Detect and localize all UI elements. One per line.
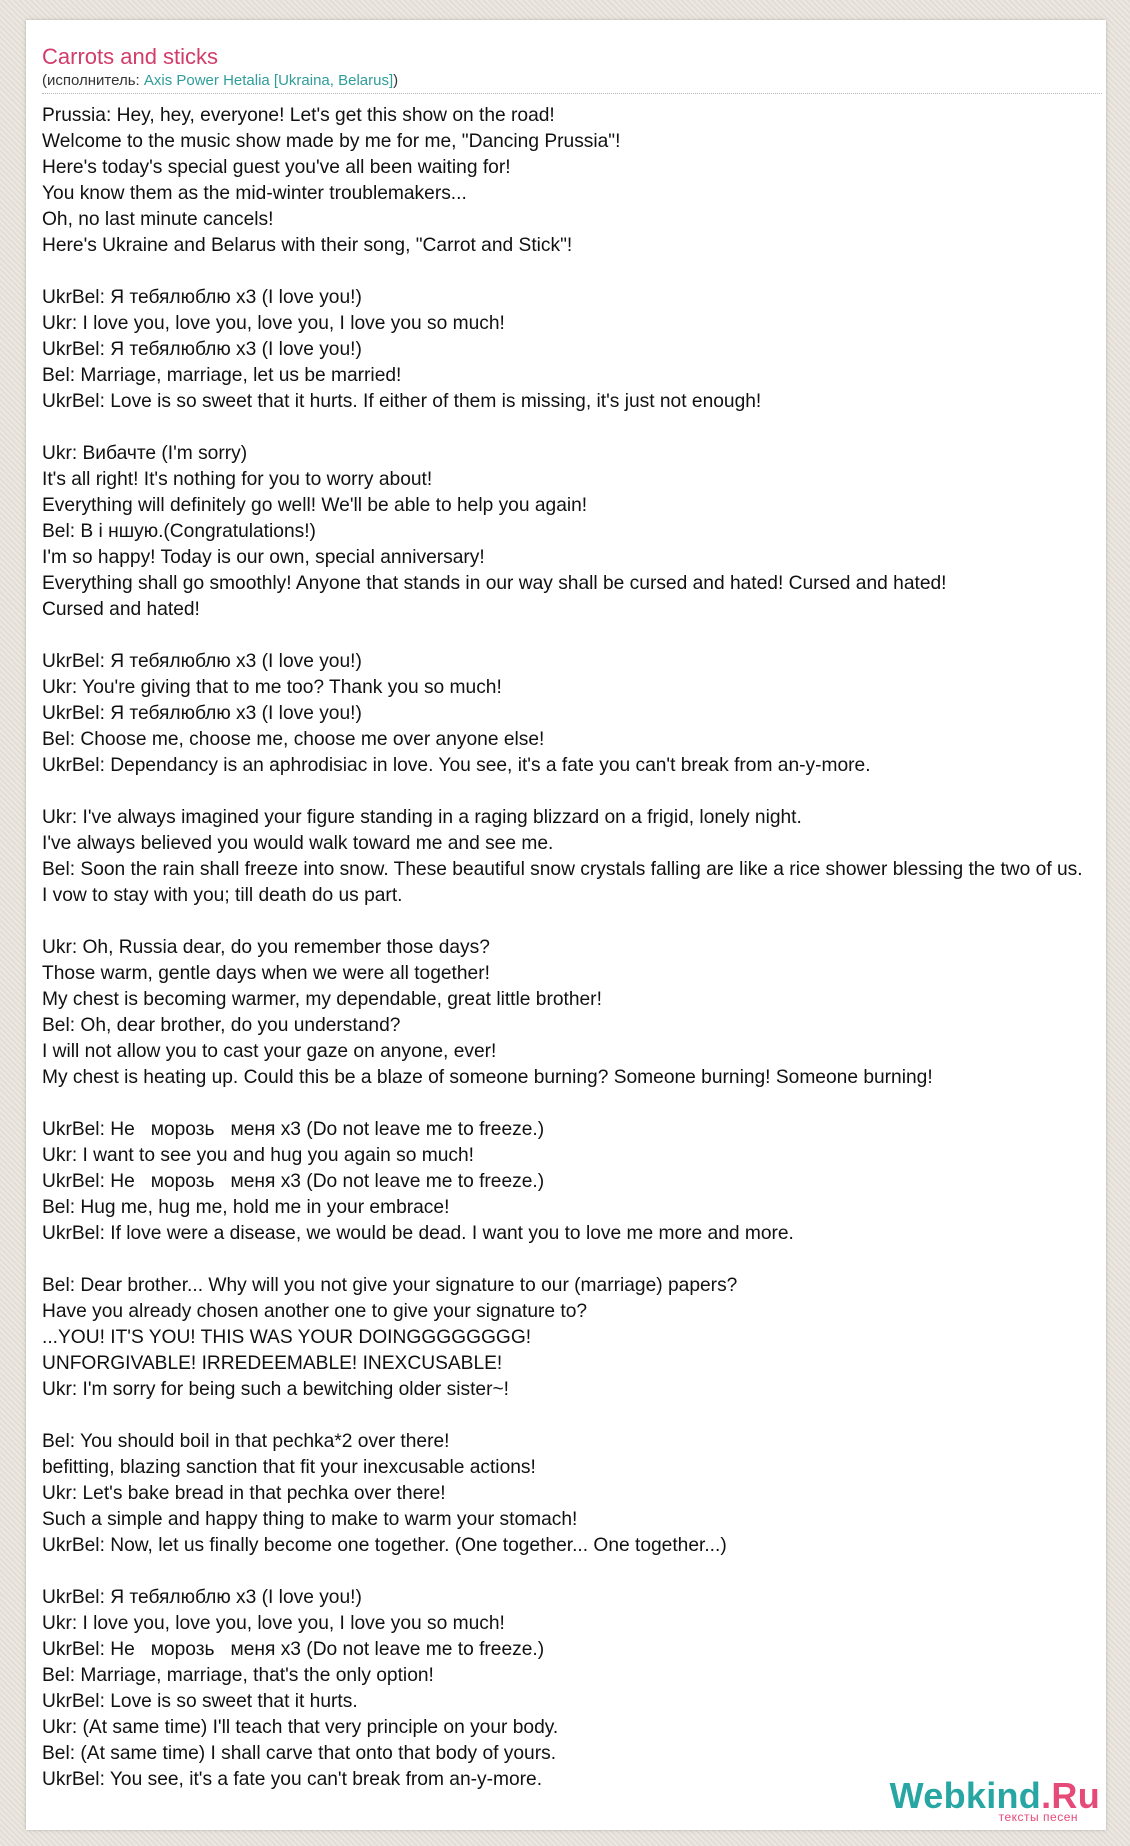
logo-name: Webkind <box>889 1775 1042 1816</box>
logo-tagline: тексты песен <box>998 1810 1078 1824</box>
artist-suffix: ) <box>393 72 399 89</box>
site-logo[interactable] <box>889 1775 1100 1824</box>
lyrics-text: Prussia: Hey, hey, everyone! Let's get this show on the road! Welcome to the music show made by me for me, "Dancing Prussia"! Here's today's special guest you've all been waiting for! You know them as the mid-winter troublemakers... Oh, no last minute cancels! Here's Ukraine and Belarus with their song, "Carrot and Stick"! UkrBel: Я тебялюблю x3 (I love you!) Ukr: I love you, love you, love you, I love you so much! UkrBel: Я тебялюблю x3 (I love you!) Bel: Marriage, marriage, let us be married! UkrBel: Love is so sweet that it hurts. If either of them is missing, it's just not enough! Ukr: Вибачте (I'm sorry) It's all right! It's nothing for you to worry about! Everything will definitely go well! We'll be able to help you again! Bel: В і ншую.(Congratulations!) I'm so happy! Today is our own, special anniversary! Everything shall go smoothly! Anyone that stands in our way shall be cursed and hated! Cursed and hated! Cursed and hated! UkrBel: Я тебялюблю x3 (I love you!) Ukr: You're giving that to me too? Thank you so much! UkrBel: Я тебялюблю x3 (I love you!) Bel: Choose me, choose me, choose me over anyone else! UkrBel: Dependancy is an aphrodisiac in love. You see, it's a fate you can't break from an-y-more. Ukr: I've always imagined your figure standing in a raging blizzard on a frigid, lonely night. I've always believed you would walk toward me and see me. Bel: Soon the rain shall freeze into snow. These beautiful snow crystals falling are like a rice shower blessing the two of us. I vow to stay with you; till death do us part. Ukr: Oh, Russia dear, do you remember those days? Those warm, gentle days when we were all together! My chest is becoming warmer, my dependable, great little brother! Bel: Oh, dear brother, do you understand? I will not allow you to cast your gaze on anyone, ever! My chest is heating up. Could this be a blaze of someone burning? Someone burning! Someone burning! UkrBel: Не морозь меня x3 (Do not leave me to freeze.) Ukr: I want to see you and hug you again so much! UkrBel: Не морозь меня x3 (Do not leave me to freeze.) Bel: Hug me, hug me, hold me in your embrace! UkrBel: If love were a disease, we would be dead. I want you to love me more and more. Bel: Dear brother... Why will you not give your signature to our (marriage) papers? Have you already chosen another one to give your signature to? ...YOU! IT'S YOU! THIS WAS YOUR DOINGGGGGGGG! UNFORGIVABLE! IRREDEEMABLE! INEXCUSABLE! Ukr: I'm sorry for being such a bewitching older sister~! Bel: You should boil in that pechka*2 over there! befitting, blazing sanction that fit your inexcusable actions! Ukr: Let's bake bread in that pechka over there! Such a simple and happy thing to make to warm your stomach! UkrBel: Now, let us finally become one together. (One together... One together...) UkrBel: Я тебялюблю x3 (I love you!) Ukr: I love you, love you, love you, I love you so much! UkrBel: Не морозь меня x3 (Do not leave me to freeze.) Bel: Marriage, marriage, that's the only option! UkrBel: Love is so sweet that it hurts. Ukr: (At same time) I'll teach that very principle on your body. Bel: (At same time) I shall carve that onto that body of yours. UkrBel: You see, it's a fate you can't break from an-y-more. <box>42 105 1083 1790</box>
logo-wordmark <box>889 1775 1100 1816</box>
artist-prefix: (исполнитель: <box>42 72 144 89</box>
artist-line <box>42 72 398 90</box>
logo-tld: .Ru <box>1041 1775 1100 1816</box>
lyrics-card <box>26 20 1106 1830</box>
artist-link[interactable]: Axis Power Hetalia [Ukraina, Belarus] <box>143 72 394 89</box>
header-divider <box>42 93 1102 94</box>
song-title: Carrots and sticks <box>42 44 219 69</box>
